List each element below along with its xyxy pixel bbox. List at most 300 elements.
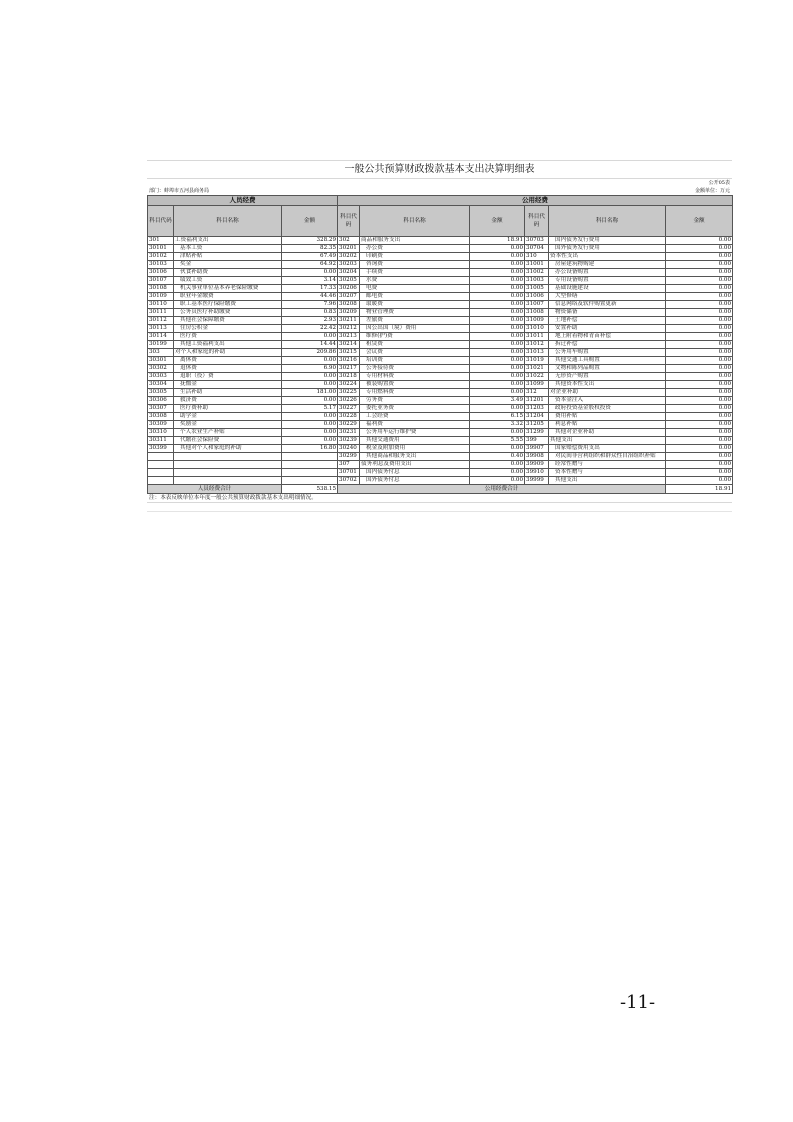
table-row: [148, 285, 733, 293]
code-cell: 31099: [525, 381, 549, 389]
name-cell: 绩效工资: [174, 277, 282, 285]
name-cell: 其他工资福利支出: [174, 341, 282, 349]
code-cell: 30103: [148, 261, 174, 269]
name-cell: 国内债务付息: [360, 469, 470, 477]
amount-cell: 0.00: [470, 269, 525, 277]
name-cell: 基本工资: [174, 245, 282, 253]
code-cell: 30305: [148, 389, 174, 397]
code-cell: 30227: [338, 405, 360, 413]
spacer-row: [147, 503, 732, 512]
code-cell: 30201: [338, 245, 360, 253]
group-personnel: 人员经费: [148, 196, 338, 206]
code-cell: 31022: [525, 373, 549, 381]
code-cell: 30301: [148, 357, 174, 365]
code-cell: 301: [148, 237, 174, 245]
table-row: [148, 253, 733, 261]
name-cell: 委托业务费: [360, 405, 470, 413]
name-cell: 专用材料费: [360, 373, 470, 381]
amount-cell: 0.00: [666, 397, 733, 405]
amount-cell: 0.00: [470, 389, 525, 397]
name-cell: 生活补助: [174, 389, 282, 397]
amount-cell: 18.91: [470, 237, 525, 245]
name-cell: 医疗费: [174, 333, 282, 341]
amount-cell: 0.00: [666, 389, 733, 397]
amount-cell: 0.00: [470, 301, 525, 309]
amount-cell: 0.00: [282, 429, 338, 437]
code-cell: 30309: [148, 421, 174, 429]
table-row: [148, 397, 733, 405]
name-cell: 福利费: [360, 421, 470, 429]
amount-cell: 0.00: [666, 253, 733, 261]
name-cell: 被装购置费: [360, 381, 470, 389]
name-cell: 地上附着物和青苗补偿: [549, 333, 666, 341]
table-row: [148, 261, 733, 269]
name-cell: 其他商品和服务支出: [360, 453, 470, 461]
code-cell: 31019: [525, 357, 549, 365]
name-cell: 退休费: [174, 365, 282, 373]
amount-cell: 0.00: [470, 341, 525, 349]
amount-cell: 0.00: [470, 285, 525, 293]
code-cell: 39907: [525, 445, 549, 453]
table-row: [148, 333, 733, 341]
amount-cell: [282, 477, 338, 485]
col-code-1: 科目代码: [148, 206, 174, 237]
amount-cell: 0.00: [666, 333, 733, 341]
name-cell: 债务利息及费用支出: [360, 461, 470, 469]
name-cell: 工会经费: [360, 413, 470, 421]
amount-cell: 0.00: [666, 405, 733, 413]
code-cell: 30102: [148, 253, 174, 261]
name-cell: 奖励金: [174, 421, 282, 429]
amount-cell: 17.33: [282, 285, 338, 293]
name-cell: 房屋建筑物购建: [549, 261, 666, 269]
name-cell: 住房公积金: [174, 325, 282, 333]
amount-cell: 0.00: [282, 269, 338, 277]
code-cell: 30239: [338, 437, 360, 445]
name-cell: 对企业补助: [549, 389, 666, 397]
code-cell: 30109: [148, 293, 174, 301]
table-row: [148, 429, 733, 437]
table-row: [148, 269, 733, 277]
name-cell: 其他交通费用: [360, 437, 470, 445]
name-cell: 其他交通工具购置: [549, 357, 666, 365]
name-cell: 办公费: [360, 245, 470, 253]
amount-cell: 6.90: [282, 365, 338, 373]
code-cell: [148, 477, 174, 485]
amount-cell: 0.00: [470, 261, 525, 269]
table-row: [148, 445, 733, 453]
amount-cell: 0.00: [666, 269, 733, 277]
amount-cell: 5.17: [282, 405, 338, 413]
amount-cell: 0.00: [282, 357, 338, 365]
name-cell: 因公出国（境）费用: [360, 325, 470, 333]
col-name-2: 科目名称: [360, 206, 470, 237]
code-cell: 30214: [338, 341, 360, 349]
table-row: [148, 325, 733, 333]
name-cell: 伙食补助费: [174, 269, 282, 277]
form-code: 公开05表: [708, 180, 730, 186]
amount-cell: 0.40: [470, 453, 525, 461]
amount-cell: 0.00: [666, 429, 733, 437]
amount-cell: 0.00: [666, 461, 733, 469]
amount-cell: 3.14: [282, 277, 338, 285]
name-cell: 工资福利支出: [174, 237, 282, 245]
code-cell: [148, 453, 174, 461]
code-cell: 30304: [148, 381, 174, 389]
total-public-label: 公用经费合计: [338, 485, 666, 494]
table-row: [148, 461, 733, 469]
code-cell: 30199: [148, 341, 174, 349]
code-cell: 31299: [525, 429, 549, 437]
code-cell: 30225: [338, 389, 360, 397]
code-cell: 31005: [525, 285, 549, 293]
code-cell: 31203: [525, 405, 549, 413]
name-cell: 医疗费补助: [174, 405, 282, 413]
code-cell: 30229: [338, 421, 360, 429]
amount-cell: 0.00: [666, 341, 733, 349]
total-public-value: 18.91: [666, 485, 733, 494]
amount-cell: 0.00: [470, 309, 525, 317]
col-amount-1: 金额: [282, 206, 338, 237]
name-cell: 奖金: [174, 261, 282, 269]
report-sheet: [147, 160, 732, 512]
name-cell: [174, 453, 282, 461]
amount-cell: 0.00: [666, 349, 733, 357]
table-row: [148, 357, 733, 365]
code-cell: 39908: [525, 453, 549, 461]
name-cell: 对民间非营利组织和群众性自治组织补贴: [549, 453, 666, 461]
amount-cell: 0.00: [666, 453, 733, 461]
name-cell: 退职（役）费: [174, 373, 282, 381]
amount-cell: 0.00: [666, 365, 733, 373]
amount-cell: 0.00: [470, 365, 525, 373]
amount-cell: 0.00: [470, 277, 525, 285]
code-cell: 30203: [338, 261, 360, 269]
code-cell: 30703: [525, 237, 549, 245]
name-cell: 费用补贴: [549, 413, 666, 421]
amount-cell: 22.42: [282, 325, 338, 333]
name-cell: 利息补贴: [549, 421, 666, 429]
code-cell: 302: [338, 237, 360, 245]
name-cell: 政府投资基金股权投资: [549, 405, 666, 413]
name-cell: 其他支出: [549, 477, 666, 485]
code-cell: 30205: [338, 277, 360, 285]
name-cell: 土地补偿: [549, 317, 666, 325]
amount-cell: 0.00: [666, 309, 733, 317]
name-cell: 手续费: [360, 269, 470, 277]
amount-cell: 0.00: [666, 373, 733, 381]
name-cell: [174, 469, 282, 477]
unit: 金额单位：万元: [694, 188, 730, 194]
name-cell: 国家赔偿费用支出: [549, 445, 666, 453]
code-cell: 30228: [338, 413, 360, 421]
amount-cell: 0.00: [666, 469, 733, 477]
name-cell: 无形资产购置: [549, 373, 666, 381]
table-row: [148, 277, 733, 285]
code-cell: 31009: [525, 317, 549, 325]
amount-cell: 0.00: [470, 381, 525, 389]
code-cell: 30208: [338, 301, 360, 309]
code-cell: 31205: [525, 421, 549, 429]
amount-cell: 209.86: [282, 349, 338, 357]
name-cell: 大型修缮: [549, 293, 666, 301]
name-cell: 商品和服务支出: [360, 237, 470, 245]
amount-cell: 6.15: [470, 413, 525, 421]
name-cell: 对个人和家庭的补助: [174, 349, 282, 357]
amount-cell: 0.00: [666, 477, 733, 485]
group-header-row: [148, 196, 733, 206]
amount-cell: 0.00: [666, 245, 733, 253]
name-cell: 其他对企业补助: [549, 429, 666, 437]
amount-cell: 14.44: [282, 341, 338, 349]
amount-cell: 0.00: [282, 413, 338, 421]
name-cell: 其他资本性支出: [549, 381, 666, 389]
name-cell: 职业年金缴费: [174, 293, 282, 301]
code-cell: 30302: [148, 365, 174, 373]
code-cell: 31007: [525, 301, 549, 309]
name-cell: 劳务费: [360, 397, 470, 405]
name-cell: 税金及附加费用: [360, 445, 470, 453]
code-cell: 31201: [525, 397, 549, 405]
code-cell: 30211: [338, 317, 360, 325]
amount-cell: 0.00: [470, 373, 525, 381]
code-cell: 30209: [338, 309, 360, 317]
code-cell: 30702: [338, 477, 360, 485]
group-public: 公用经费: [338, 196, 733, 206]
amount-cell: 0.00: [470, 357, 525, 365]
amount-cell: 16.80: [282, 445, 338, 453]
amount-cell: 7.96: [282, 301, 338, 309]
code-cell: 30299: [338, 453, 360, 461]
amount-cell: 3.32: [470, 421, 525, 429]
name-cell: 信息网络及软件购置更新: [549, 301, 666, 309]
table-row: [148, 245, 733, 253]
amount-cell: 0.00: [666, 285, 733, 293]
amount-cell: 0.00: [666, 437, 733, 445]
code-cell: 30107: [148, 277, 174, 285]
name-cell: 取暖费: [360, 301, 470, 309]
amount-cell: 0.00: [470, 469, 525, 477]
code-cell: 30108: [148, 285, 174, 293]
name-cell: 公务用车运行维护费: [360, 429, 470, 437]
code-cell: 39909: [525, 461, 549, 469]
amount-cell: 0.00: [282, 437, 338, 445]
amount-cell: 0.00: [666, 317, 733, 325]
table-row: [148, 453, 733, 461]
name-cell: 其他对个人和家庭的补助: [174, 445, 282, 453]
amount-cell: 0.00: [470, 405, 525, 413]
amount-cell: 0.00: [666, 413, 733, 421]
name-cell: 安置补助: [549, 325, 666, 333]
code-cell: 30212: [338, 325, 360, 333]
total-personnel-label: 人员经费合计: [148, 485, 282, 494]
code-cell: 30308: [148, 413, 174, 421]
table-row: [148, 437, 733, 445]
code-cell: 39999: [525, 477, 549, 485]
name-cell: [174, 477, 282, 485]
name-cell: 经常性赠与: [549, 461, 666, 469]
code-cell: 31012: [525, 341, 549, 349]
amount-cell: 0.00: [470, 253, 525, 261]
code-cell: 30114: [148, 333, 174, 341]
name-cell: 国外债务发行费用: [549, 245, 666, 253]
table-row: [148, 365, 733, 373]
col-amount-2: 金额: [470, 206, 525, 237]
table-row: [148, 293, 733, 301]
amount-cell: [282, 461, 338, 469]
name-cell: 个人农业生产补贴: [174, 429, 282, 437]
table-row: [148, 373, 733, 381]
name-cell: 资本性支出: [549, 253, 666, 261]
col-name-3: 科目名称: [549, 206, 666, 237]
code-cell: 31002: [525, 269, 549, 277]
amount-cell: 0.00: [470, 317, 525, 325]
name-cell: 电费: [360, 285, 470, 293]
code-cell: 31008: [525, 309, 549, 317]
code-cell: 30224: [338, 381, 360, 389]
name-cell: 职工基本医疗保险缴费: [174, 301, 282, 309]
col-code-2: 科目代码: [338, 206, 360, 237]
code-cell: 31204: [525, 413, 549, 421]
name-cell: 物业管理费: [360, 309, 470, 317]
amount-cell: 0.00: [470, 245, 525, 253]
amount-cell: 0.00: [282, 381, 338, 389]
code-cell: 39910: [525, 469, 549, 477]
amount-cell: [282, 453, 338, 461]
total-personnel-value: 538.15: [282, 485, 338, 494]
amount-cell: 0.00: [666, 237, 733, 245]
table-row: [148, 389, 733, 397]
code-cell: 30213: [338, 333, 360, 341]
name-cell: 公务接待费: [360, 365, 470, 373]
code-cell: 30306: [148, 397, 174, 405]
form-code-line: [147, 179, 732, 187]
col-name-1: 科目名称: [174, 206, 282, 237]
footnote: 注：本表反映单位本年度一般公共预算财政拨款基本支出明细情况。: [147, 494, 732, 503]
code-cell: 30310: [148, 429, 174, 437]
code-cell: 30113: [148, 325, 174, 333]
name-cell: [174, 461, 282, 469]
amount-cell: 0.00: [282, 397, 338, 405]
amount-cell: 0.00: [666, 261, 733, 269]
code-cell: 30106: [148, 269, 174, 277]
table-row: [148, 421, 733, 429]
amount-cell: 0.00: [666, 301, 733, 309]
code-cell: 312: [525, 389, 549, 397]
amount-cell: 0.00: [282, 373, 338, 381]
department-line: [147, 187, 732, 195]
name-cell: 水费: [360, 277, 470, 285]
table-row: [148, 477, 733, 485]
totals-row: [148, 485, 733, 494]
code-cell: 30204: [338, 269, 360, 277]
name-cell: 资本性赠与: [549, 469, 666, 477]
amount-cell: 0.00: [470, 333, 525, 341]
name-cell: 维修(护)费: [360, 333, 470, 341]
code-cell: 399: [525, 437, 549, 445]
amount-cell: 2.93: [282, 317, 338, 325]
code-cell: 303: [148, 349, 174, 357]
table-row: [148, 317, 733, 325]
name-cell: 代缴社会保险费: [174, 437, 282, 445]
name-cell: 拆迁补偿: [549, 341, 666, 349]
code-cell: 30215: [338, 349, 360, 357]
amount-cell: 0.00: [470, 477, 525, 485]
code-cell: 30303: [148, 373, 174, 381]
code-cell: 30240: [338, 445, 360, 453]
code-cell: 30101: [148, 245, 174, 253]
code-cell: 30206: [338, 285, 360, 293]
code-cell: [148, 461, 174, 469]
code-cell: 31006: [525, 293, 549, 301]
table-row: [148, 405, 733, 413]
amount-cell: 0.00: [470, 349, 525, 357]
amount-cell: 0.00: [282, 333, 338, 341]
code-cell: 30112: [148, 317, 174, 325]
code-cell: 30111: [148, 309, 174, 317]
name-cell: 基础设施建设: [549, 285, 666, 293]
department: 部门：蚌埠市五河县商务局: [149, 188, 210, 194]
name-cell: 专用燃料费: [360, 389, 470, 397]
amount-cell: 0.00: [666, 445, 733, 453]
page-number: -11-: [620, 992, 656, 1013]
code-cell: 30399: [148, 445, 174, 453]
table-row: [148, 301, 733, 309]
name-cell: 津贴补贴: [174, 253, 282, 261]
amount-cell: 0.00: [470, 325, 525, 333]
amount-cell: [282, 469, 338, 477]
code-cell: 30218: [338, 373, 360, 381]
amount-cell: 0.83: [282, 309, 338, 317]
col-amount-3: 金额: [666, 206, 733, 237]
code-cell: 30217: [338, 365, 360, 373]
name-cell: 租赁费: [360, 341, 470, 349]
amount-cell: 0.00: [470, 293, 525, 301]
amount-cell: 181.00: [282, 389, 338, 397]
name-cell: 办公设备购置: [549, 269, 666, 277]
name-cell: 公务用车购置: [549, 349, 666, 357]
name-cell: 印刷费: [360, 253, 470, 261]
code-cell: 30216: [338, 357, 360, 365]
name-cell: 救济费: [174, 397, 282, 405]
amount-cell: 5.55: [470, 437, 525, 445]
name-cell: 会议费: [360, 349, 470, 357]
expense-table: [147, 195, 733, 494]
amount-cell: 0.00: [666, 381, 733, 389]
table-row: [148, 237, 733, 245]
code-cell: 30231: [338, 429, 360, 437]
name-cell: 国内债务发行费用: [549, 237, 666, 245]
code-cell: 31021: [525, 365, 549, 373]
code-cell: 30307: [148, 405, 174, 413]
code-cell: [148, 469, 174, 477]
amount-cell: 0.00: [666, 277, 733, 285]
code-cell: 307: [338, 461, 360, 469]
name-cell: 其他社会保障缴费: [174, 317, 282, 325]
name-cell: 资本金注入: [549, 397, 666, 405]
column-header-row: [148, 206, 733, 237]
name-cell: 公务员医疗补助缴费: [174, 309, 282, 317]
name-cell: 邮电费: [360, 293, 470, 301]
table-row: [148, 309, 733, 317]
code-cell: 30701: [338, 469, 360, 477]
amount-cell: 67.49: [282, 253, 338, 261]
amount-cell: 0.00: [470, 429, 525, 437]
code-cell: 30202: [338, 253, 360, 261]
table-title: 一般公共预算财政拨款基本支出决算明细表: [147, 160, 732, 179]
amount-cell: 328.29: [282, 237, 338, 245]
table-row: [148, 341, 733, 349]
